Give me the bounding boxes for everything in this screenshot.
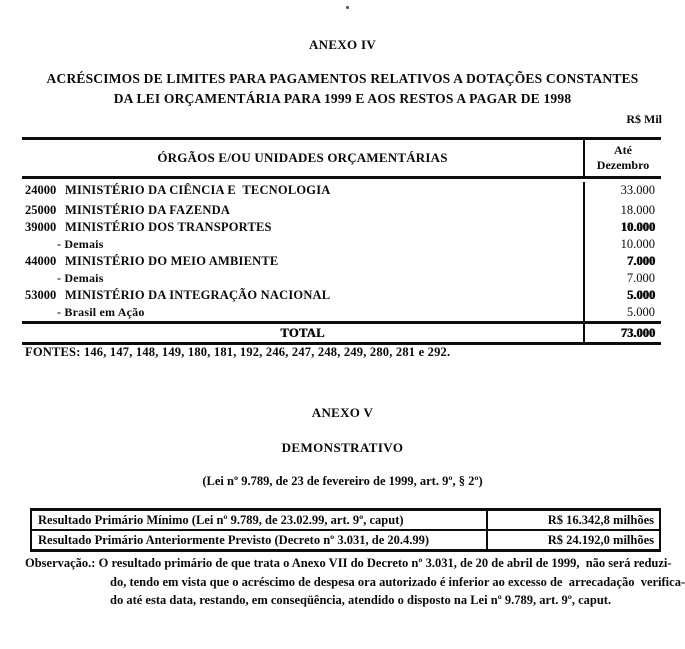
anexo4-table-body [22, 179, 661, 321]
result-value: R$ 16.342,8 milhões [547, 513, 654, 527]
fontes-note: FONTES: 146, 147, 148, 149, 180, 181, 192, 246, 247, 248, 249, 280, 281 e 292. [25, 345, 451, 359]
row-code: 25000 [25, 203, 57, 217]
row-name: MINISTÉRIO DA FAZENDA [65, 203, 231, 217]
row-name: - Demais [57, 237, 104, 251]
table-row [22, 236, 661, 253]
table-row [22, 202, 661, 219]
row-code: 24000 [25, 183, 57, 197]
total-label: TOTAL [22, 324, 585, 342]
total-row [22, 321, 661, 342]
row-code: 39000 [25, 220, 57, 234]
row-code [22, 270, 57, 287]
table-row [22, 270, 661, 287]
row-value: 33.000 [620, 183, 655, 197]
anexo5-title: ANEXO V [311, 405, 374, 420]
anexo4-subtitle [0, 69, 685, 109]
observacao-note [25, 554, 685, 610]
row-value: 10.000 [620, 220, 655, 234]
observacao-line2: do, tendo em vista que o acréscimo de despesa ora autorizado é inferior ao excesso de arrecadação verifica- [110, 574, 685, 589]
result-label: Resultado Primário Mínimo (Lei nº 9.789, de 23.02.99, art. 9º, caput) [32, 511, 488, 529]
row-name: MINISTÉRIO DO MEIO AMBIENTE [65, 254, 279, 268]
row-code [22, 236, 57, 253]
table-row [32, 511, 659, 531]
anexo4-subtitle-line1: ACRÉSCIMOS DE LIMITES PARA PAGAMENTOS RELATIVOS A DOTAÇÕES CONSTANTES [46, 71, 639, 86]
result-label: Resultado Primário Anteriormente Previsto (Decreto nº 3.031, de 20.4.99) [32, 531, 488, 549]
anexo4-subtitle-line2: DA LEI ORÇAMENTÁRIA PARA 1999 E AOS RESTOS A PAGAR DE 1998 [113, 91, 572, 106]
table-row [22, 179, 661, 202]
observacao-line1: Observação.: O resultado primário de que trata o Anexo VII do Decreto nº 3.031, de 20 de abril de 1999, não será reduzi- [25, 556, 672, 570]
anexo4-title: ANEXO IV [308, 37, 377, 52]
row-name: - Brasil em Ação [57, 305, 145, 319]
row-name: - Demais [57, 271, 104, 285]
row-name: MINISTÉRIO DA CIÊNCIA E TECNOLOGIA [65, 183, 331, 197]
row-value: 18.000 [620, 203, 655, 217]
scan-artifact-dot [346, 6, 349, 9]
observacao-line3: do até esta data, restando, em conseqüência, atendido o disposto na Lei nº 9.789, art. 9º, caput. [110, 593, 612, 607]
header-ate: Até [614, 143, 632, 157]
header-dezembro: Dezembro [596, 158, 650, 172]
anexo4-table-header [22, 140, 661, 179]
row-value: 7.000 [626, 254, 655, 268]
row-value: 5.000 [626, 305, 655, 319]
row-value: 7.000 [626, 271, 655, 285]
table-row [32, 531, 659, 549]
row-code [22, 304, 57, 321]
table-row [22, 304, 661, 321]
row-value: 10.000 [620, 237, 655, 251]
row-value: 5.000 [626, 288, 655, 302]
row-name: MINISTÉRIO DA INTEGRAÇÃO NACIONAL [65, 288, 331, 302]
anexo5-table [30, 508, 661, 552]
anexo5-law-reference: (Lei nº 9.789, de 23 de fevereiro de 1999, art. 9º, § 2º) [202, 474, 483, 488]
table-row [22, 219, 661, 236]
row-name: MINISTÉRIO DOS TRANSPORTES [65, 220, 272, 234]
table-row [22, 287, 661, 304]
anexo5-subtitle: DEMONSTRATIVO [281, 440, 404, 455]
row-code: 53000 [25, 288, 57, 302]
currency-unit-label: R$ Mil [626, 112, 662, 126]
table-row [22, 253, 661, 270]
header-ate-dezembro [585, 140, 661, 176]
anexo4-table [22, 137, 661, 345]
total-value: 73.000 [620, 326, 655, 340]
result-value: R$ 24.192,0 milhões [547, 533, 654, 547]
row-code: 44000 [25, 254, 57, 268]
header-orgaos: ÓRGÃOS E/OU UNIDADES ORÇAMENTÁRIAS [22, 140, 585, 176]
